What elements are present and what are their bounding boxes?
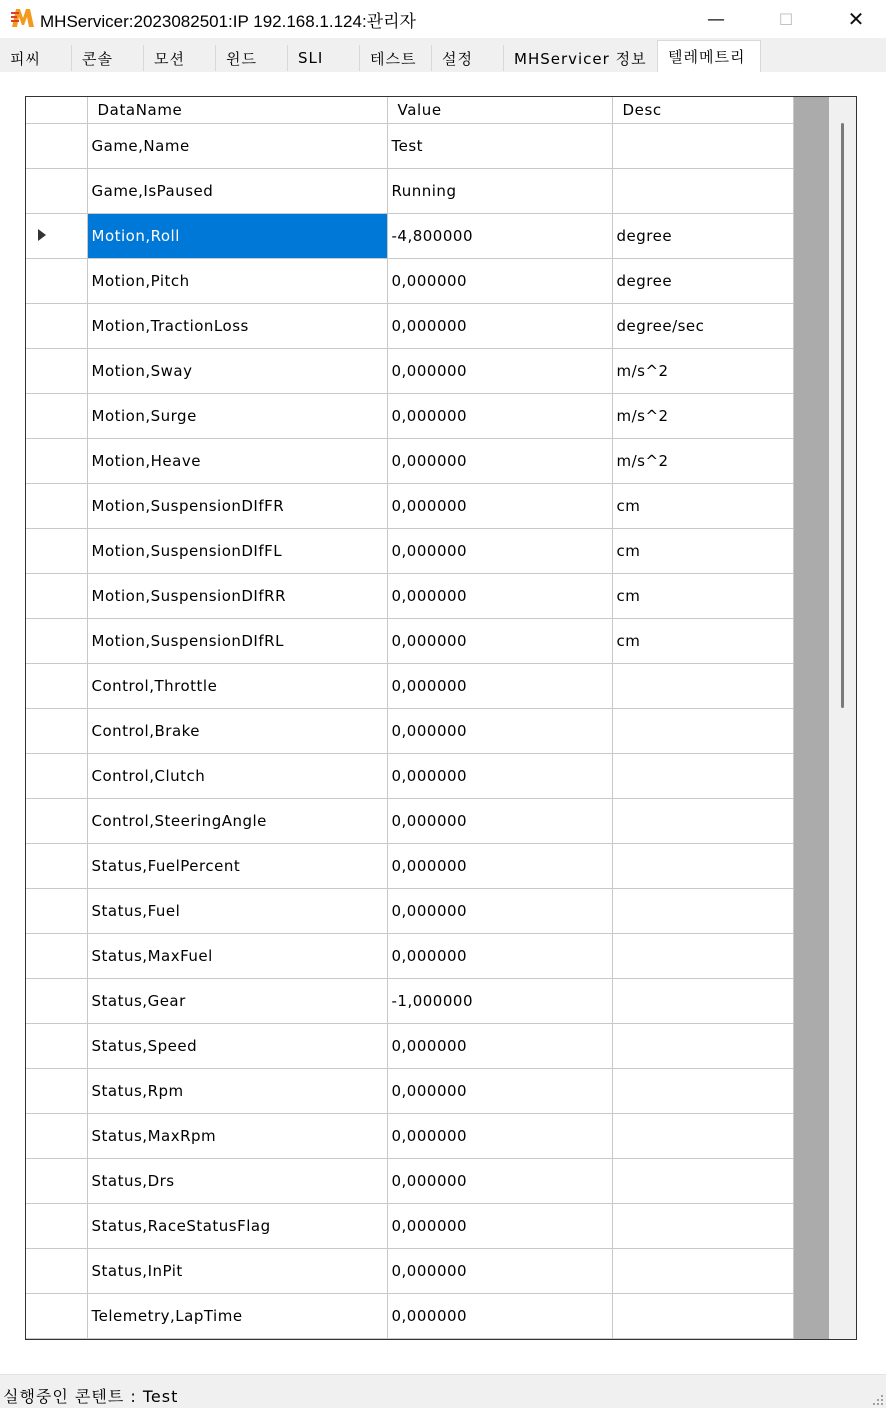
cell-dataname[interactable]: Motion,SuspensionDIfRL	[87, 618, 387, 663]
column-header-dataname[interactable]: DataName	[87, 97, 387, 123]
row-header[interactable]	[26, 753, 87, 798]
cell-value[interactable]: 0,000000	[387, 1068, 612, 1113]
row-header[interactable]	[26, 528, 87, 573]
cell-desc[interactable]	[612, 1113, 793, 1158]
cell-dataname[interactable]: Status,MaxFuel	[87, 933, 387, 978]
table-row[interactable]	[26, 348, 793, 393]
cell-dataname[interactable]: Status,Drs	[87, 1158, 387, 1203]
row-header[interactable]	[26, 888, 87, 933]
cell-dataname[interactable]: Telemetry,LapTime	[87, 1293, 387, 1338]
table-row[interactable]	[26, 798, 793, 843]
cell-value[interactable]: 0,000000	[387, 438, 612, 483]
cell-desc[interactable]: cm	[612, 573, 793, 618]
cell-value[interactable]: 0,000000	[387, 1023, 612, 1068]
table-row[interactable]	[26, 1068, 793, 1113]
tab-test[interactable]: 테스트	[360, 45, 432, 71]
cell-value[interactable]: 0,000000	[387, 753, 612, 798]
row-header[interactable]	[26, 168, 87, 213]
cell-desc[interactable]	[612, 708, 793, 753]
cell-desc[interactable]	[612, 1023, 793, 1068]
table-row[interactable]	[26, 168, 793, 213]
cell-value[interactable]: -1,000000	[387, 978, 612, 1023]
cell-desc[interactable]	[612, 753, 793, 798]
table-row[interactable]	[26, 1113, 793, 1158]
cell-dataname[interactable]: Game,IsPaused	[87, 168, 387, 213]
column-header-desc[interactable]: Desc	[612, 97, 793, 123]
cell-desc[interactable]	[612, 123, 793, 168]
cell-dataname[interactable]: Status,Fuel	[87, 888, 387, 933]
status-bar	[0, 1374, 886, 1408]
table-row[interactable]	[26, 1023, 793, 1068]
tab-wind[interactable]: 윈드	[216, 45, 288, 71]
cell-dataname[interactable]: Motion,Sway	[87, 348, 387, 393]
row-header[interactable]	[26, 933, 87, 978]
row-header[interactable]	[26, 978, 87, 1023]
table-row[interactable]	[26, 1203, 793, 1248]
current-row-arrow-icon	[38, 229, 46, 241]
cell-value[interactable]: 0,000000	[387, 798, 612, 843]
cell-value[interactable]: 0,000000	[387, 348, 612, 393]
cell-dataname[interactable]: Status,Rpm	[87, 1068, 387, 1113]
table-row[interactable]	[26, 438, 793, 483]
cell-value[interactable]: 0,000000	[387, 1293, 612, 1338]
row-header[interactable]	[26, 1293, 87, 1338]
close-button[interactable]	[821, 0, 886, 38]
table-row[interactable]	[26, 933, 793, 978]
row-header[interactable]	[26, 708, 87, 753]
row-header[interactable]	[26, 348, 87, 393]
cell-value[interactable]: 0,000000	[387, 663, 612, 708]
row-header[interactable]	[26, 213, 87, 258]
row-header[interactable]	[26, 1158, 87, 1203]
cell-dataname[interactable]: Motion,Surge	[87, 393, 387, 438]
row-header[interactable]	[26, 258, 87, 303]
tab-mhservicer-info[interactable]: MHServicer 정보	[504, 45, 658, 71]
cell-dataname[interactable]: Control,SteeringAngle	[87, 798, 387, 843]
table-row[interactable]	[26, 888, 793, 933]
table-row[interactable]	[26, 258, 793, 303]
cell-value[interactable]: 0,000000	[387, 393, 612, 438]
cell-dataname[interactable]: Control,Throttle	[87, 663, 387, 708]
cell-desc[interactable]	[612, 1203, 793, 1248]
column-header-value[interactable]: Value	[387, 97, 612, 123]
cell-value[interactable]: 0,000000	[387, 708, 612, 753]
cell-value[interactable]: 0,000000	[387, 933, 612, 978]
cell-desc[interactable]	[612, 933, 793, 978]
cell-value[interactable]: 0,000000	[387, 258, 612, 303]
cell-desc[interactable]: cm	[612, 618, 793, 663]
table-row[interactable]	[26, 213, 793, 258]
cell-dataname[interactable]: Motion,Pitch	[87, 258, 387, 303]
app-logo-icon	[10, 5, 36, 31]
cell-dataname[interactable]: Motion,Roll	[87, 213, 387, 258]
cell-dataname[interactable]: Status,Gear	[87, 978, 387, 1023]
table-row[interactable]	[26, 708, 793, 753]
cell-value[interactable]: 0,000000	[387, 888, 612, 933]
tab-settings[interactable]: 설정	[432, 45, 504, 71]
row-header[interactable]	[26, 303, 87, 348]
cell-value[interactable]: 0,000000	[387, 1158, 612, 1203]
table-row[interactable]	[26, 843, 793, 888]
row-header[interactable]	[26, 483, 87, 528]
cell-desc[interactable]	[612, 1293, 793, 1338]
cell-desc[interactable]: cm	[612, 483, 793, 528]
cell-value[interactable]: 0,000000	[387, 843, 612, 888]
cell-dataname[interactable]: Status,InPit	[87, 1248, 387, 1293]
header-row	[26, 97, 793, 123]
minimize-icon: —	[707, 8, 725, 30]
cell-value[interactable]: 0,000000	[387, 1203, 612, 1248]
close-icon: ✕	[847, 7, 865, 31]
tab-telemetry[interactable]: 텔레메트리	[657, 40, 761, 72]
cell-dataname[interactable]: Motion,Heave	[87, 438, 387, 483]
cell-dataname[interactable]: Control,Clutch	[87, 753, 387, 798]
cell-value[interactable]: -4,800000	[387, 213, 612, 258]
cell-dataname[interactable]: Status,FuelPercent	[87, 843, 387, 888]
cell-value[interactable]: 0,000000	[387, 303, 612, 348]
cell-dataname[interactable]: Motion,TractionLoss	[87, 303, 387, 348]
cell-value[interactable]: 0,000000	[387, 483, 612, 528]
cell-desc[interactable]: degree/sec	[612, 303, 793, 348]
table-row[interactable]	[26, 663, 793, 708]
cell-dataname[interactable]: Status,Speed	[87, 1023, 387, 1068]
cell-desc[interactable]	[612, 843, 793, 888]
row-header[interactable]	[26, 663, 87, 708]
table-row[interactable]	[26, 618, 793, 663]
row-header[interactable]	[26, 1113, 87, 1158]
vertical-scrollbar[interactable]	[829, 97, 857, 1340]
row-header[interactable]	[26, 393, 87, 438]
table-row[interactable]	[26, 528, 793, 573]
scrollbar-thumb[interactable]	[841, 123, 844, 708]
cell-desc[interactable]: degree	[612, 258, 793, 303]
cell-desc[interactable]	[612, 1248, 793, 1293]
telemetry-grid	[25, 96, 857, 1340]
table-row[interactable]	[26, 393, 793, 438]
row-header[interactable]	[26, 123, 87, 168]
data-table	[26, 97, 794, 1339]
row-header[interactable]	[26, 1023, 87, 1068]
title-bar	[0, 0, 886, 38]
row-header[interactable]	[26, 798, 87, 843]
table-row[interactable]	[26, 753, 793, 798]
cell-desc[interactable]	[612, 1158, 793, 1203]
minimize-button[interactable]	[681, 0, 751, 38]
table-row[interactable]	[26, 303, 793, 348]
cell-desc[interactable]	[612, 663, 793, 708]
cell-desc[interactable]: cm	[612, 528, 793, 573]
status-running-content: 실행중인 콘텐트 : Test	[3, 1387, 179, 1406]
cell-desc[interactable]: m/s^2	[612, 348, 793, 393]
tab-pc[interactable]: 피씨	[0, 45, 72, 71]
cell-desc[interactable]	[612, 798, 793, 843]
table-row[interactable]	[26, 483, 793, 528]
cell-desc[interactable]	[612, 168, 793, 213]
cell-value[interactable]: 0,000000	[387, 1113, 612, 1158]
cell-dataname[interactable]: Motion,SuspensionDIfFR	[87, 483, 387, 528]
row-header[interactable]	[26, 618, 87, 663]
cell-desc[interactable]: m/s^2	[612, 438, 793, 483]
table-row[interactable]	[26, 1293, 793, 1338]
cell-desc[interactable]: m/s^2	[612, 393, 793, 438]
cell-desc[interactable]	[612, 978, 793, 1023]
cell-dataname[interactable]: Status,MaxRpm	[87, 1113, 387, 1158]
row-header[interactable]	[26, 438, 87, 483]
maximize-icon: ☐	[778, 9, 794, 29]
window-title: MHServicer:2023082501:IP 192.168.1.124:관리자	[40, 12, 416, 31]
tab-strip	[0, 38, 886, 73]
tab-sli[interactable]: SLI	[288, 45, 360, 71]
resize-grip-icon[interactable]	[870, 1392, 884, 1406]
table-row[interactable]	[26, 573, 793, 618]
table-row[interactable]	[26, 123, 793, 168]
cell-value[interactable]: 0,000000	[387, 1248, 612, 1293]
tab-console[interactable]: 콘솔	[72, 45, 144, 71]
row-header[interactable]	[26, 843, 87, 888]
cell-dataname[interactable]: Status,RaceStatusFlag	[87, 1203, 387, 1248]
row-header[interactable]	[26, 573, 87, 618]
row-header[interactable]	[26, 1068, 87, 1113]
cell-value[interactable]: Running	[387, 168, 612, 213]
cell-desc[interactable]	[612, 1068, 793, 1113]
cell-value[interactable]: Test	[387, 123, 612, 168]
cell-value[interactable]: 0,000000	[387, 573, 612, 618]
cell-desc[interactable]	[612, 888, 793, 933]
cell-dataname[interactable]: Motion,SuspensionDIfFL	[87, 528, 387, 573]
tab-motion[interactable]: 모션	[144, 45, 216, 71]
cell-dataname[interactable]: Game,Name	[87, 123, 387, 168]
table-row[interactable]	[26, 978, 793, 1023]
cell-desc[interactable]: degree	[612, 213, 793, 258]
maximize-button[interactable]	[751, 0, 821, 38]
cell-value[interactable]: 0,000000	[387, 528, 612, 573]
row-header-corner	[26, 97, 87, 123]
cell-value[interactable]: 0,000000	[387, 618, 612, 663]
table-row[interactable]	[26, 1248, 793, 1293]
cell-dataname[interactable]: Motion,SuspensionDIfRR	[87, 573, 387, 618]
row-header[interactable]	[26, 1203, 87, 1248]
table-row[interactable]	[26, 1158, 793, 1203]
cell-dataname[interactable]: Control,Brake	[87, 708, 387, 753]
telemetry-tab-page	[0, 72, 886, 1374]
row-header[interactable]	[26, 1248, 87, 1293]
